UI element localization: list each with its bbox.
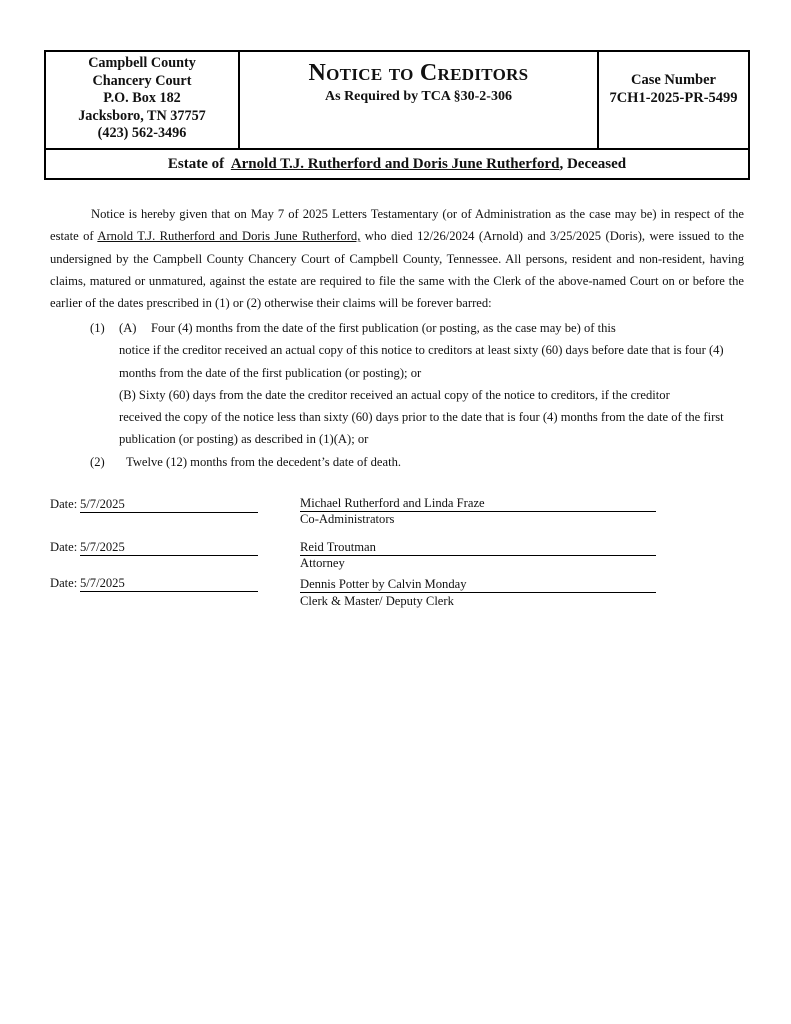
item-1a-line1: Four (4) months from the date of the first publication (or posting, as the case may be) of this <box>151 321 616 335</box>
signer-name-line <box>300 540 656 556</box>
date-value: 5/7/2025 <box>80 576 125 590</box>
court-address-block <box>46 52 240 148</box>
date-value: 5/7/2025 <box>80 497 125 511</box>
estate-prefix: Estate of <box>167 156 225 172</box>
case-number-label: Case Number <box>631 72 716 88</box>
case-number-block <box>599 52 748 148</box>
estate-suffix: , Deceased <box>559 156 627 172</box>
estate-line <box>46 148 748 178</box>
notice-subtitle: As Required by TCA §30-2-306 <box>325 89 512 104</box>
item-2-text: Twelve (12) months from the decedent’s date of death. <box>126 454 402 469</box>
item-1b-line3: publication (or posting) as described in (1)(A); or <box>119 432 369 447</box>
item-1-number: (1) <box>90 321 105 335</box>
notice-header-box <box>44 50 750 180</box>
notice-body <box>50 203 744 314</box>
notice-paragraph <box>50 203 744 314</box>
title-block <box>240 52 599 148</box>
court-name-line1: Campbell County <box>88 55 196 71</box>
court-po-box: P.O. Box 182 <box>103 90 181 106</box>
date-value: 5/7/2025 <box>80 540 125 554</box>
list-item-2 <box>50 451 744 473</box>
signer-name-line <box>300 496 656 512</box>
notice-estate-names: Arnold T.J. Rutherford and Doris June Rutherford, <box>97 229 361 244</box>
date-field <box>80 540 258 556</box>
signer-role: Co-Administrators <box>300 512 395 526</box>
item-1b-line2: received the copy of the notice less than sixty (60) days prior to the date that is four (4) months from the date of the first <box>119 410 724 425</box>
court-name-line2: Chancery Court <box>92 72 192 89</box>
case-number-value: 7CH1-2025-PR-5499 <box>609 90 738 106</box>
court-city: Jacksboro, TN 37757 <box>78 107 206 124</box>
notice-text-a: Notice is hereby given that on May 7 of 2025 Letters Testamentary (or of Administration as the case may be) in respect of the estate of <box>50 207 744 244</box>
date-label: Date: <box>50 497 78 511</box>
court-phone: (423) 562-3496 <box>97 125 187 141</box>
item-1a-line3: months from the date of the first publication (or posting); or <box>119 365 422 380</box>
header-row <box>46 52 748 148</box>
notice-title: Notice to Creditors <box>308 60 529 86</box>
estate-names: Arnold T.J. Rutherford and Doris June Rutherford <box>230 156 560 172</box>
deadline-list <box>50 317 744 473</box>
list-item-1a <box>50 317 744 339</box>
item-1a-line2: notice if the creditor received an actual copy of this notice to creditors at least sixty (60) days before date that is four (4) <box>119 343 724 358</box>
signer-name: Dennis Potter by Calvin Monday <box>300 577 467 591</box>
date-label: Date: <box>50 540 78 554</box>
signer-name: Reid Troutman <box>300 540 376 554</box>
signature-row <box>50 497 77 512</box>
date-field <box>80 497 258 513</box>
signer-role: Attorney <box>300 556 345 570</box>
signer-role: Clerk & Master/ Deputy Clerk <box>300 594 454 608</box>
item-2-number: (2) <box>90 454 105 469</box>
item-1b-line1: (B) Sixty (60) days from the date the creditor received an actual copy of the notice to creditors, if the creditor <box>119 387 670 402</box>
notice-text-b: who died 12/26/2024 (Arnold) and 3/25/2025 (Doris), were issued to the undersigned by the Campbell County Chancery Court of Campbell County, Tennessee. All persons, resident and non-resident, having claims, matured or unmatured, against the estate are required to file the same with the Clerk of the above-named Court on or before the earlier of the dates prescribed in (1) or (2) otherwise their claims will be forever barred: <box>50 229 744 311</box>
date-field <box>80 576 258 592</box>
signature-row <box>50 540 77 555</box>
signer-name: Michael Rutherford and Linda Fraze <box>300 496 485 510</box>
item-1a-label: (A) <box>119 321 137 335</box>
signature-row <box>50 576 77 591</box>
date-label: Date: <box>50 576 78 590</box>
signer-name-line <box>300 577 656 593</box>
